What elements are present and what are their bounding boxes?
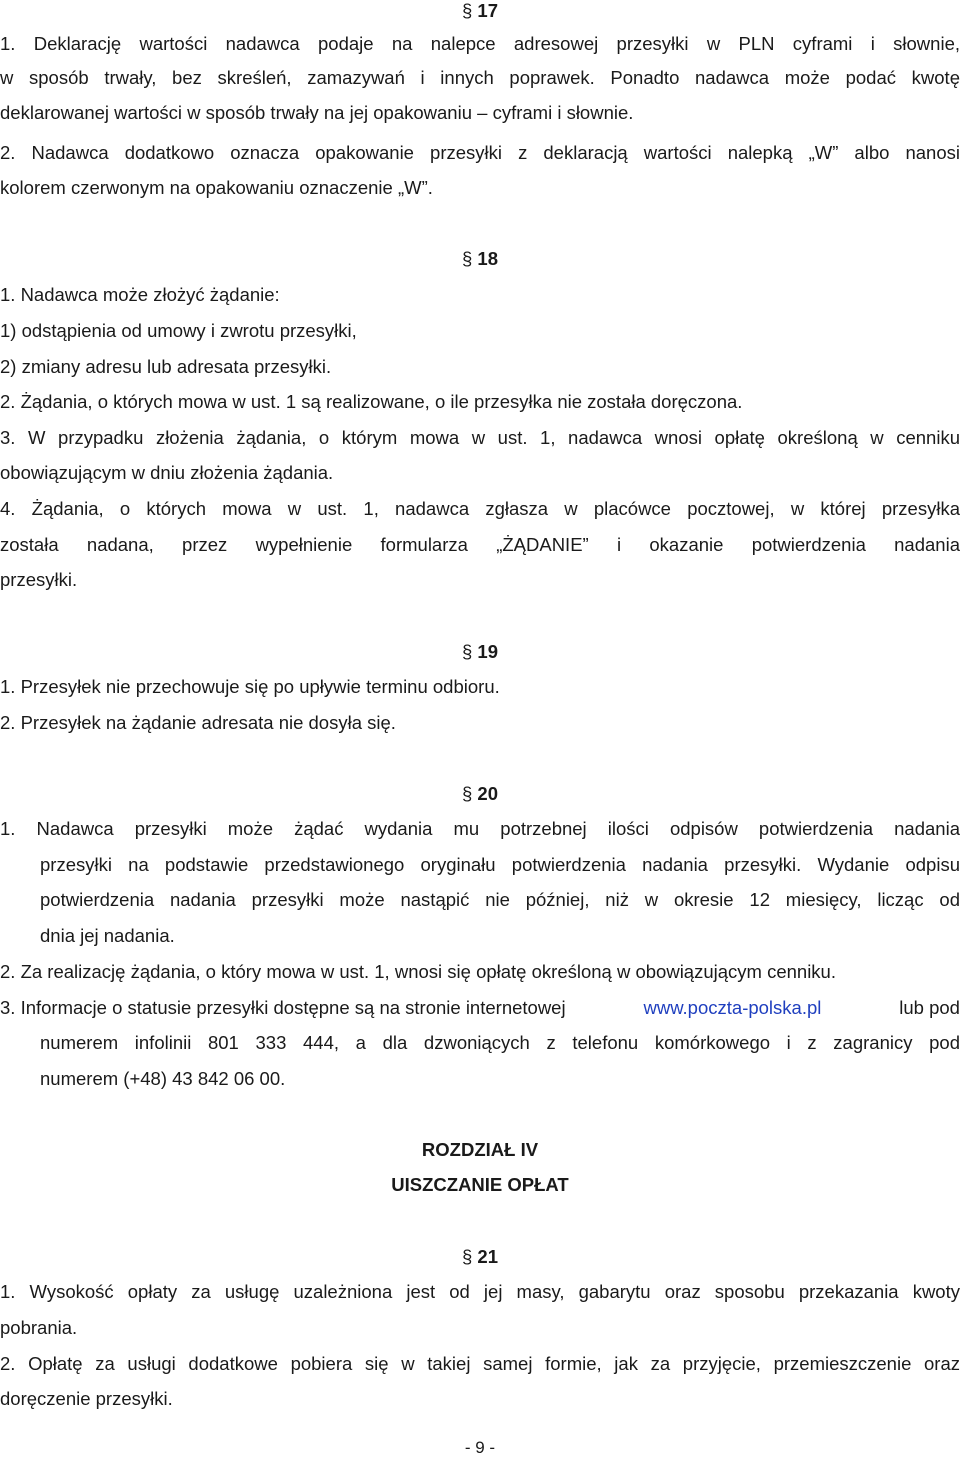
paragraph-sign: § bbox=[461, 641, 473, 662]
chapter-subtitle: UISZCZANIE OPŁAT bbox=[391, 1174, 569, 1195]
text-line: potwierdzenia nadania przesyłki może nastąpić nie później, niż w okresie 12 miesięcy, licząc od bbox=[40, 889, 960, 910]
text-line: 2. Żądania, o których mowa w ust. 1 są realizowane, o ile przesyłka nie została doręczona. bbox=[0, 391, 743, 412]
paragraph-sign: § bbox=[461, 1246, 473, 1267]
section-number: 21 bbox=[477, 1246, 498, 1267]
text-line: 2) zmiany adresu lub adresata przesyłki. bbox=[0, 356, 332, 377]
text-line: 1. Deklarację wartości nadawca podaje na nalepce adresowej przesyłki w PLN cyframi i słownie, bbox=[0, 33, 960, 54]
paragraph-sign: § bbox=[461, 0, 473, 21]
text-line: 2. Opłatę za usługi dodatkowe pobiera się w takiej samej formie, jak za przyjęcie, przemieszczenie oraz bbox=[0, 1353, 960, 1374]
text-line: deklarowanej wartości w sposób trwały na jej opakowaniu – cyframi i słownie. bbox=[0, 102, 634, 123]
text-line: pobrania. bbox=[0, 1317, 78, 1338]
text-line: numerem (+48) 43 842 06 00. bbox=[40, 1068, 286, 1089]
section-heading-21 bbox=[0, 1246, 960, 1268]
text-line: 2. Nadawca dodatkowo oznacza opakowanie przesyłki z deklaracją wartości nalepką „W” albo nanosi bbox=[0, 142, 960, 163]
text-line: 4. Żądania, o których mowa w ust. 1, nadawca zgłasza w placówce pocztowej, w której przesyłka bbox=[0, 498, 960, 519]
text-line: w sposób trwały, bez skreśleń, zamazywań i innych poprawek. Ponadto nadawca może podać kwotę bbox=[0, 67, 960, 88]
text-line: przesyłki na podstawie przedstawionego oryginału potwierdzenia nadania przesyłki. Wydanie odpisu bbox=[40, 854, 960, 875]
website-link[interactable]: www.poczta-polska.pl bbox=[643, 997, 822, 1018]
text-line: przesyłki. bbox=[0, 569, 78, 590]
page-number: - 9 - bbox=[464, 1438, 496, 1457]
text-line: dnia jej nadania. bbox=[40, 925, 175, 946]
text-fragment: 3. Informacje o statusie przesyłki dostępne są na stronie internetowej bbox=[0, 997, 566, 1018]
chapter-title: ROZDZIAŁ IV bbox=[421, 1139, 539, 1160]
text-line: obowiązującym w dniu złożenia żądania. bbox=[0, 462, 334, 483]
text-line: 1. Przesyłek nie przechowuje się po upływie terminu odbioru. bbox=[0, 676, 500, 697]
section-number: 20 bbox=[477, 783, 498, 804]
section-number: 17 bbox=[477, 0, 498, 21]
section-heading-18 bbox=[0, 248, 960, 270]
text-line: 3. W przypadku złożenia żądania, o którym mowa w ust. 1, nadawca wnosi opłatę określoną w cenniku bbox=[0, 427, 960, 448]
section-heading-20 bbox=[0, 783, 960, 805]
section-number: 18 bbox=[477, 248, 498, 269]
text-line: 2. Za realizację żądania, o który mowa w ust. 1, wnosi się opłatę określoną w obowiązującym cenniku. bbox=[0, 961, 836, 982]
text-line: 1. Nadawca przesyłki może żądać wydania mu potrzebnej ilości odpisów potwierdzenia nadania bbox=[0, 818, 960, 839]
text-line-with-link bbox=[0, 997, 960, 1019]
text-line: 1. Wysokość opłaty za usługę uzależniona jest od jej masy, gabarytu oraz sposobu przekazania kwoty bbox=[0, 1281, 960, 1302]
text-fragment: lub pod bbox=[899, 997, 960, 1018]
text-line: numerem infolinii 801 333 444, a dla dzwoniących z telefonu komórkowego i z zagranicy pod bbox=[40, 1032, 960, 1053]
text-line: 1) odstąpienia od umowy i zwrotu przesyłki, bbox=[0, 320, 357, 341]
text-line: 1. Nadawca może złożyć żądanie: bbox=[0, 284, 280, 305]
section-heading-17 bbox=[0, 0, 960, 22]
section-heading-19 bbox=[0, 641, 960, 663]
paragraph-sign: § bbox=[461, 248, 473, 269]
text-line: doręczenie przesyłki. bbox=[0, 1388, 173, 1409]
text-line: 2. Przesyłek na żądanie adresata nie dosyła się. bbox=[0, 712, 396, 733]
paragraph-sign: § bbox=[461, 783, 473, 804]
section-number: 19 bbox=[477, 641, 498, 662]
text-line: została nadana, przez wypełnienie formularza „ŻĄDANIE” i okazanie potwierdzenia nadania bbox=[0, 534, 960, 555]
text-line: kolorem czerwonym na opakowaniu oznaczenie „W”. bbox=[0, 177, 433, 198]
